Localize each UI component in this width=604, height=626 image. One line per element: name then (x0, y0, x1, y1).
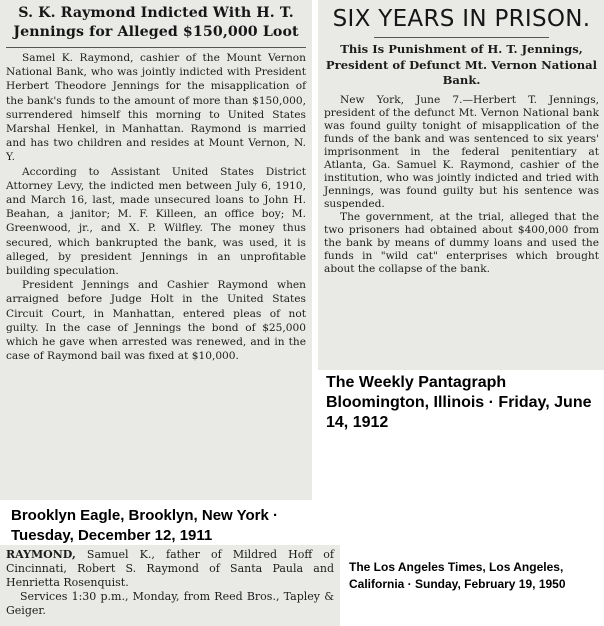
pantagraph-subheadline: This Is Punishment of H. T. Jennings, President of Defunct Mt. Vernon National Bank. (325, 42, 598, 87)
eagle-paragraph: According to Assistant United States District Attorney Levy, the indicted men between July 6, 1910, and March 16, last, made unsecured loans to John H. Beahan, a janitor; M. F. Killeen, an office boy; M. Greenwood, jr., and X. P. Wilfley. The money thus secured, which bankrupted the bank, was used, it is alleged, by president Jennings in an unprofitable building speculation. (6, 165, 306, 278)
latimes-source-caption: The Los Angeles Times, Los Angeles, California · Sunday, February 19, 1950 (349, 560, 566, 591)
pantagraph-paragraph: New York, June 7.—Herbert T. Jennings, president of the defunct Mt. Vernon National bank was found guilty tonight of misapplication of the funds of the bank and was sentenced to six years' imprisonment in the federal penitentiary at Atlanta, Ga. Samuel K. Raymond, cashier of the institution, who was jointly indicted and tried with Jennings, was found guilty but his sentence was suspended. (324, 93, 599, 210)
obituary-text: Samuel K., father of Mildred Hoff of Cincinnati, Robert S. Raymond of Santa Paula and Henrietta Rosenquist. (6, 548, 334, 589)
pantagraph-article-body (324, 94, 599, 276)
eagle-article-body (6, 51, 306, 363)
latimes-clipping (0, 545, 340, 626)
latimes-obituary-body (6, 548, 334, 618)
pantagraph-headline: SIX YEARS IN PRISON. (332, 6, 591, 32)
pantagraph-paragraph: The government, at the trial, alleged that the two prisoners had obtained about $400,000 from the bank by means of dummy loans and used the funds in "wild cat" enterprises which brought about the collapse of the bank. (324, 210, 599, 275)
eagle-paragraph: Samel K. Raymond, cashier of the Mount Vernon National Bank, who was jointly indicted with President Herbert Theodore Jennings for the misapplication of the bank's funds to the amount of more than $150,000, surrendered himself this morning to United States Marshal Henkel, in Manhattan. Raymond is married and has two children and resides at Mount Vernon, N. Y. (6, 52, 306, 164)
latimes-obituary-entry (6, 548, 334, 590)
brooklyn-eagle-clipping (0, 0, 312, 500)
eagle-headline-divider (6, 47, 306, 48)
pantagraph-clipping (318, 0, 604, 370)
eagle-source-caption: Brooklyn Eagle, Brooklyn, New York · Tuesday, December 12, 1911 (11, 507, 279, 544)
pantagraph-headline-divider (374, 37, 549, 38)
eagle-paragraph: President Jennings and Cashier Raymond when arraigned before Judge Holt in the United States Circuit Court, in Manhattan, entered pleas of not guilty. In the case of Jennings the bond of $25,000 which he gave when arrested was renewed, and in the case of Raymond bail was fixed at $10,000. (6, 279, 306, 363)
eagle-headline: S. K. Raymond Indicted With H. T. Jennings for Alleged $150,000 Loot (13, 5, 299, 40)
pantagraph-source-caption: The Weekly Pantagraph Bloomington, Illinois · Friday, June 14, 1912 (326, 374, 592, 431)
obituary-surname: RAYMOND, (6, 548, 76, 561)
obituary-services: Services 1:30 p.m., Monday, from Reed Bros., Tapley & Geiger. (6, 590, 334, 617)
